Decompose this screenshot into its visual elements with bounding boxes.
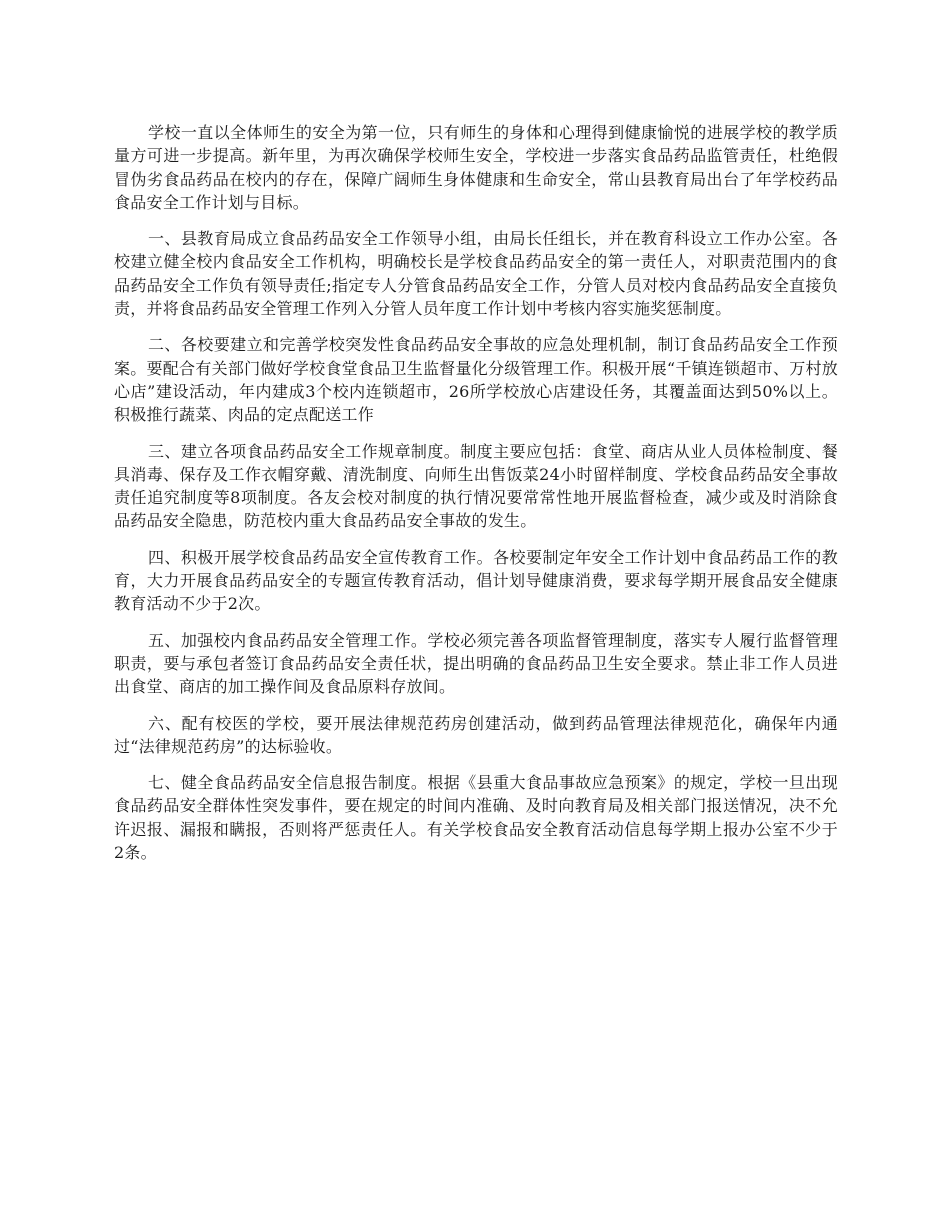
paragraph-item-4: 四、积极开展学校食品药品安全宣传教育工作。各校要制定年安全工作计划中食品药品工作的教育，大力开展食品药品安全的专题宣传教育活动，倡计划导健康消费，要求每学期开展食品安全健康教育活动不少于2次。: [114, 547, 838, 614]
paragraph-item-3: 三、建立各项食品药品安全工作规章制度。制度主要应包括：食堂、商店从业人员体检制度、餐具消毒、保存及工作衣帽穿戴、清洗制度、向师生出售饭菜24小时留样制度、学校食品药品安全事故责任追究制度等8项制度。各友会校对制度的执行情况要常常性地开展监督检查，减少或及时消除食品药品安全隐患，防范校内重大食品药品安全事故的发生。: [114, 441, 838, 531]
document-body: [114, 121, 838, 877]
paragraph-intro: 学校一直以全体师生的安全为第一位，只有师生的身体和心理得到健康愉悦的进展学校的教学质量方可进一步提高。新年里，为再次确保学校师生安全，学校进一步落实食品药品监管责任，杜绝假冒伪劣食品药品在校内的存在，保障广阔师生身体健康和生命安全，常山县教育局出台了年学校药品食品安全工作计划与目标。: [114, 123, 838, 212]
paragraph-item-7: 七、健全食品药品安全信息报告制度。根据《县重大食品事故应急预案》的规定，学校一旦出现食品药品安全群体性突发事件，要在规定的时间内准确、及时向教育局及相关部门报送情况，决不允许迟报、漏报和瞒报，否则将严惩责任人。有关学校食品安全教育活动信息每学期上报办公室不少于2条。: [114, 773, 838, 863]
paragraph-item-1: 一、县教育局成立食品药品安全工作领导小组，由局长任组长，并在教育科设立工作办公室。各校建立健全校内食品安全工作机构，明确校长是学校食品药品安全的第一责任人，对职责范围内的食品药品安全工作负有领导责任;指定专人分管食品药品安全工作，分管人员对校内食品药品安全直接负责，并将食品药品安全管理工作列入分管人员年度工作计划中考核内容实施奖惩制度。: [114, 229, 838, 319]
paragraph-item-6: 六、配有校医的学校，要开展法律规范药房创建活动，做到药品管理法律规范化，确保年内通过“法律规范药房”的达标验收。: [114, 713, 838, 756]
paragraph-item-5: 五、加强校内食品药品安全管理工作。学校必须完善各项监督管理制度，落实专人履行监督管理职责，要与承包者签订食品药品安全责任状，提出明确的食品药品卫生安全要求。禁止非工作人员进出食堂、商店的加工操作间及食品原料存放间。: [114, 630, 838, 697]
paragraph-item-2: 二、各校要建立和完善学校突发性食品药品安全事故的应急处理机制，制订食品药品安全工作预案。要配合有关部门做好学校食堂食品卫生监督量化分级管理工作。积极开展“千镇连锁超市、万村放心店”建设活动，年内建成3个校内连锁超市，26所学校放心店建设任务，其覆盖面达到50%以上。积极推行蔬菜、肉品的定点配送工作: [114, 335, 838, 425]
